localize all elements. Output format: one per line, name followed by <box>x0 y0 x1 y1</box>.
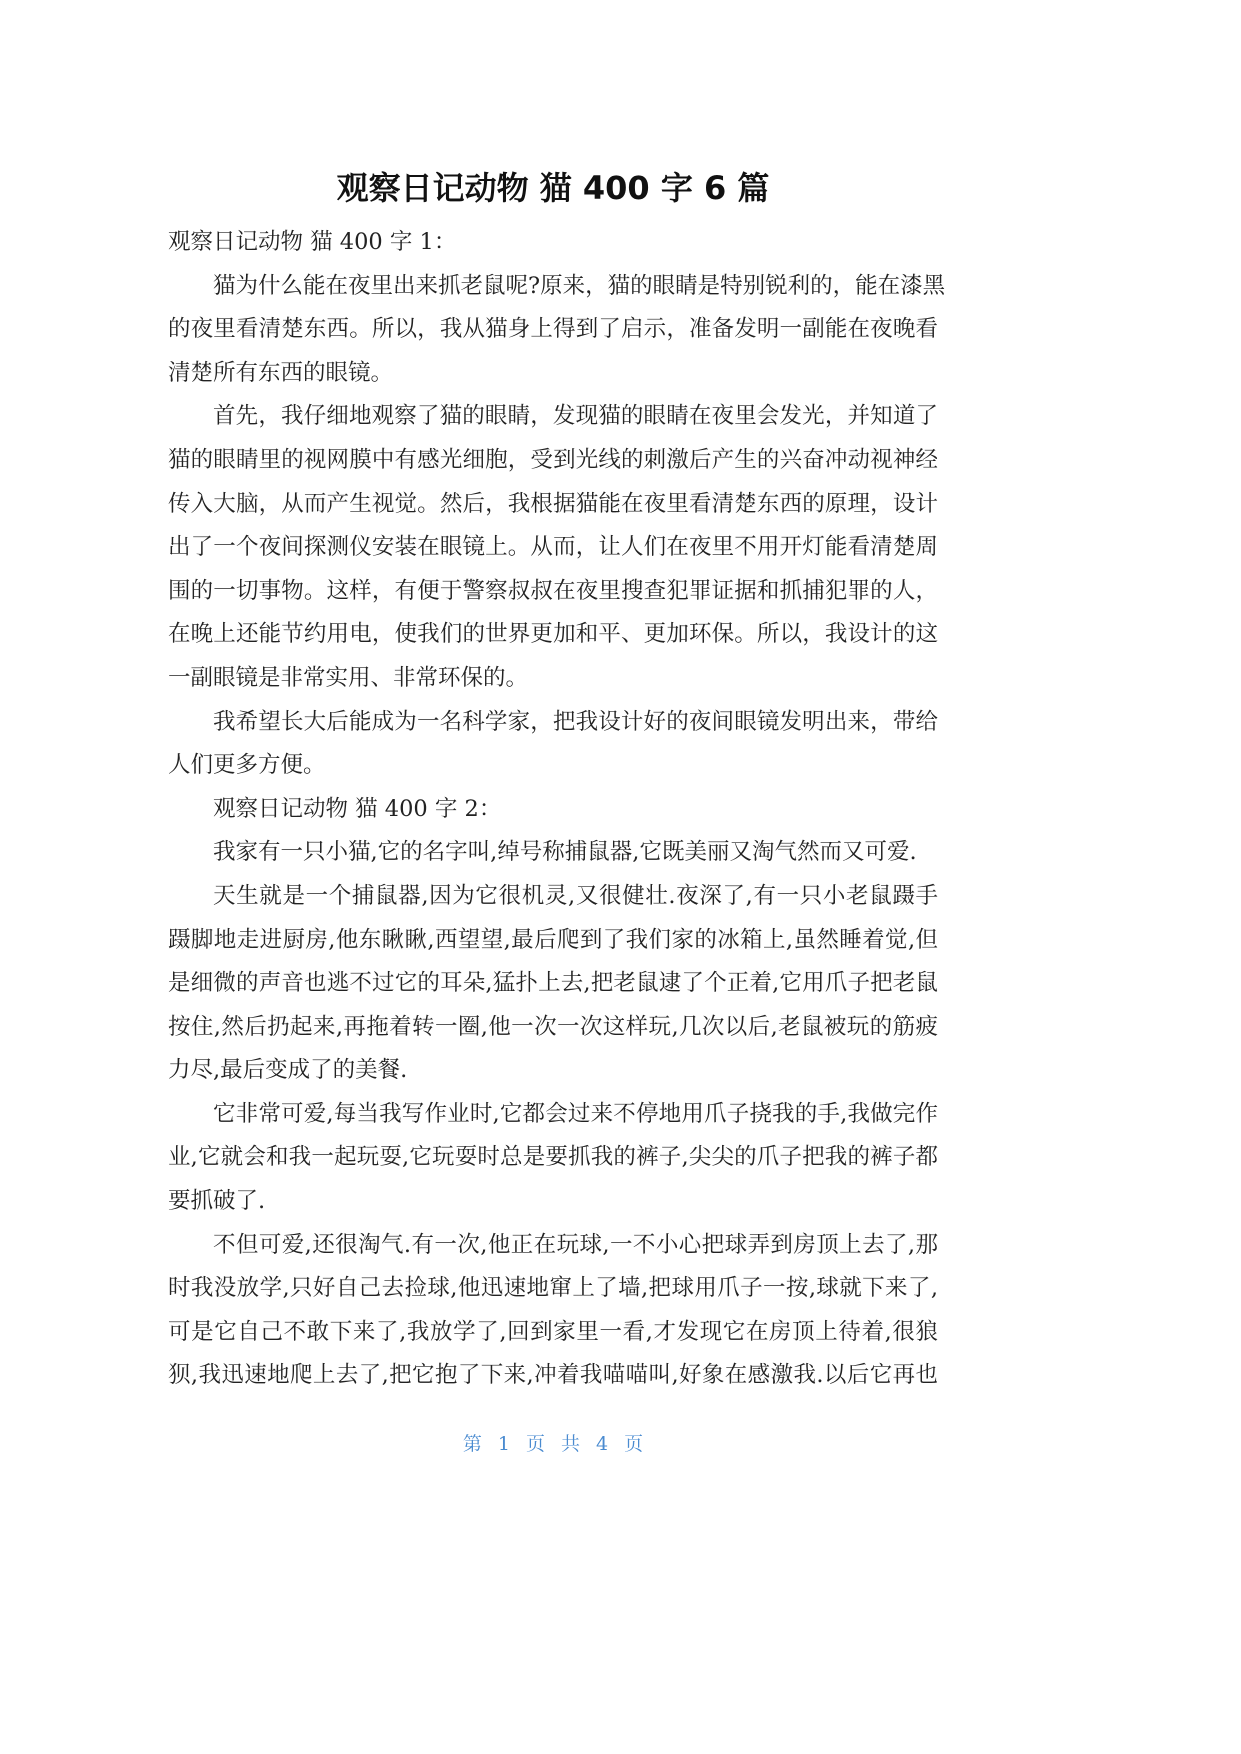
text-line: 一副眼镜是非常实用、非常环保的。 <box>168 664 529 691</box>
text-line: 观察日记动物 猫 400 字 2： <box>213 795 502 822</box>
text-line: 猫的眼睛里的视网膜中有感光细胞，受到光线的刺激后产生的兴奋冲动视神经 <box>168 446 938 473</box>
paragraph <box>168 395 938 700</box>
text-line: 首先，我仔细地观察了猫的眼睛，发现猫的眼睛在夜里会发光，并知道了 <box>213 403 938 430</box>
paragraph <box>168 831 938 875</box>
text-line: 在晚上还能节约用电，使我们的世界更加和平、更加环保。所以，我设计的这 <box>168 621 938 648</box>
document-body <box>168 221 946 1398</box>
text-line: 出了一个夜间探测仪安装在眼镜上。从而，让人们在夜里不用开灯能看清楚周 <box>168 534 938 561</box>
text-line: 我家有一只小猫,它的名字叫,绰号称捕鼠器,它既美丽又淘气然而又可爱. <box>213 839 917 866</box>
page-title: 观察日记动物 猫 400 字 6 篇 <box>336 169 770 207</box>
text-line: 围的一切事物。这样，有便于警察叔叔在夜里搜查犯罪证据和抓捕犯罪的人， <box>168 577 938 604</box>
text-line: 力尽,最后变成了的美餐. <box>168 1057 408 1084</box>
text-line: 清楚所有东西的眼镜。 <box>168 359 394 386</box>
paragraph <box>168 875 938 1093</box>
paragraph <box>168 1093 938 1224</box>
text-line: 业,它就会和我一起玩耍,它玩耍时总是要抓我的裤子,尖尖的爪子把我的裤子都 <box>168 1144 938 1171</box>
text-line: 的夜里看清楚东西。所以，我从猫身上得到了启示，准备发明一副能在夜晚看 <box>168 316 938 343</box>
text-line: 狈,我迅速地爬上去了,把它抱了下来,冲着我喵喵叫,好象在感激我.以后它再也 <box>168 1362 938 1389</box>
text-line: 可是它自己不敢下来了,我放学了,回到家里一看,才发现它在房顶上待着,很狼 <box>168 1318 938 1345</box>
page-footer: 第 1 页 共 4 页 <box>462 1433 644 1455</box>
paragraph <box>168 701 938 788</box>
text-line: 按住,然后扔起来,再拖着转一圈,他一次一次这样玩,几次以后,老鼠被玩的筋疲 <box>168 1013 938 1040</box>
text-line: 我希望长大后能成为一名科学家，把我设计好的夜间眼镜发明出来，带给 <box>213 708 938 735</box>
text-line: 是细微的声音也逃不过它的耳朵,猛扑上去,把老鼠逮了个正着,它用爪子把老鼠 <box>168 970 938 997</box>
paragraph <box>168 265 946 396</box>
paragraph <box>168 1224 938 1398</box>
text-line: 时我没放学,只好自己去捡球,他迅速地窜上了墙,把球用爪子一按,球就下来了, <box>168 1275 938 1302</box>
text-line: 观察日记动物 猫 400 字 1： <box>168 229 457 255</box>
text-line: 它非常可爱,每当我写作业时,它都会过来不停地用爪子挠我的手,我做完作 <box>213 1100 938 1127</box>
text-line: 要抓破了. <box>168 1188 266 1215</box>
text-line: 蹑脚地走进厨房,他东瞅瞅,西望望,最后爬到了我们家的冰箱上,虽然睡着觉,但 <box>168 926 938 953</box>
text-line: 传入大脑，从而产生视觉。然后，我根据猫能在夜里看清楚东西的原理，设计 <box>168 490 938 517</box>
section-heading <box>168 788 938 832</box>
section-heading <box>168 221 938 265</box>
text-line: 猫为什么能在夜里出来抓老鼠呢?原来，猫的眼睛是特别锐利的，能在漆黑 <box>213 272 946 299</box>
text-line: 人们更多方便。 <box>168 752 326 779</box>
text-line: 天生就是一个捕鼠器,因为它很机灵,又很健壮.夜深了,有一只小老鼠蹑手 <box>213 882 938 909</box>
text-line: 不但可爱,还很淘气.有一次,他正在玩球,一不小心把球弄到房顶上去了,那 <box>213 1231 938 1258</box>
